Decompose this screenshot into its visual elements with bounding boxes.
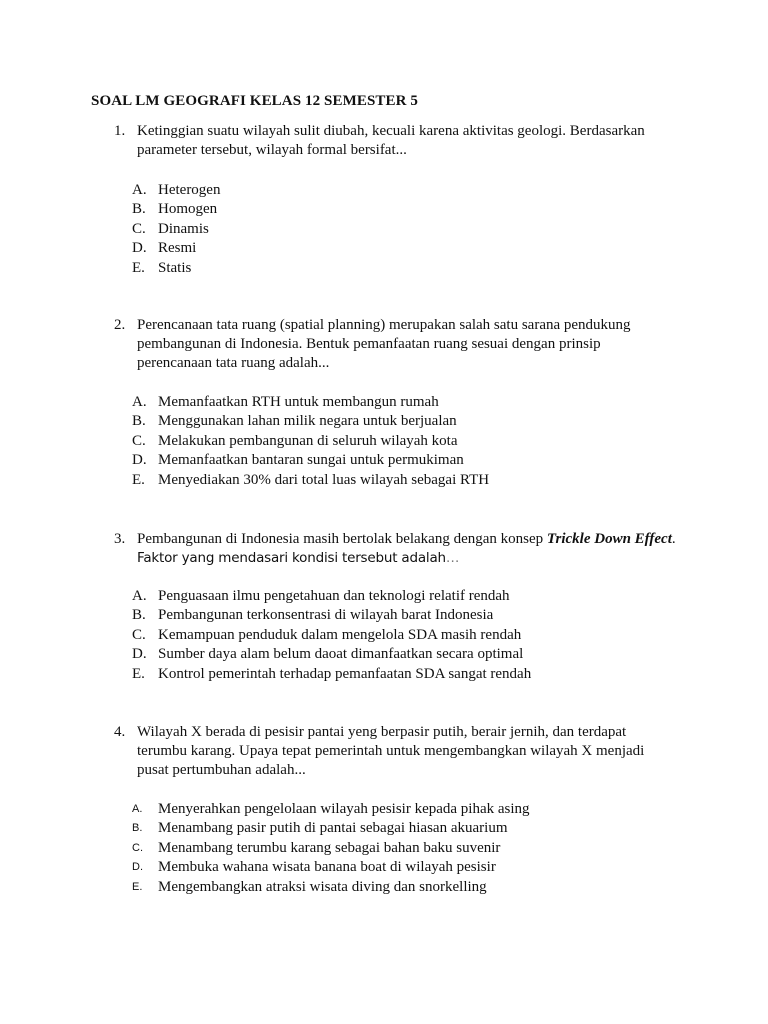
option-letter: C. — [132, 220, 146, 237]
option-text: Dinamis — [158, 220, 209, 237]
question-line: pembangunan di Indonesia. Bentuk pemanfaatan ruang sesuai dengan prinsip — [137, 336, 601, 352]
question-text-segment: . — [671, 531, 676, 547]
option-letter: B. — [132, 413, 146, 430]
option-text: Melakukan pembangunan di seluruh wilayah kota — [158, 432, 458, 449]
option-letter: A. — [132, 803, 143, 815]
question-text — [137, 122, 707, 160]
option-text: Menggunakan lahan milik negara untuk berjualan — [158, 413, 457, 430]
question-line: pusat pertumbuhan adalah... — [137, 762, 306, 778]
option-text: Membuka wahana wisata banana boat di wilayah pesisir — [158, 859, 496, 876]
option-text: Menyediakan 30% dari total luas wilayah sebagai RTH — [158, 471, 490, 488]
option-letter: D. — [132, 240, 147, 257]
question-text — [137, 530, 707, 568]
option-text: Memanfaatkan bantaran sungai untuk permukiman — [158, 452, 464, 469]
question-line — [137, 530, 707, 549]
option-text: Kemampuan penduduk dalam mengelola SDA masih rendah — [158, 626, 522, 643]
option-text: Menambang pasir putih di pantai sebagai hiasan akuarium — [158, 820, 508, 837]
ellipsis: … — [445, 550, 460, 566]
option-letter: D. — [132, 646, 147, 663]
option-text: Menyerahkan pengelolaan wilayah pesisir kepada pihak asing — [158, 801, 530, 817]
question-number: 2. — [114, 317, 126, 333]
question-line: Perencanaan tata ruang (spatial planning) merupakan salah satu sarana pendukung — [137, 317, 631, 333]
option-text: Heterogen — [158, 182, 221, 198]
option-letter: C. — [132, 626, 146, 643]
question-text-segment: Faktor yang mendasari kondisi tersebut adalah — [137, 550, 446, 566]
option-letter: E. — [132, 259, 145, 276]
option-letter: D. — [132, 861, 143, 874]
option-letter: B. — [132, 201, 146, 218]
question-line — [137, 549, 707, 568]
document-title: SOAL LM GEOGRAFI KELAS 12 SEMESTER 5 — [91, 93, 419, 109]
question-number: 1. — [114, 123, 126, 139]
option-letter: E. — [132, 880, 143, 893]
option-text: Mengembangkan atraksi wisata diving dan snorkelling — [158, 878, 487, 895]
option-text: Statis — [158, 259, 192, 276]
question-text — [137, 723, 707, 780]
question-line: Wilayah X berada di pesisir pantai yeng berpasir putih, berair jernih, dan terdapat — [137, 724, 627, 740]
emphasized-term: Trickle Down Effect — [546, 531, 672, 547]
option-text: Memanfaatkan RTH untuk membangun rumah — [158, 394, 439, 410]
question-number: 4. — [114, 724, 126, 740]
option-letter: B. — [132, 607, 146, 624]
question-text-segment: Pembangunan di Indonesia masih bertolak belakang dengan konsep — [137, 531, 547, 547]
option-text: Homogen — [158, 201, 218, 218]
question-line: perencanaan tata ruang adalah... — [137, 355, 330, 371]
option-text: Kontrol pemerintah terhadap pemanfaatan SDA sangat rendah — [158, 665, 532, 682]
question-line: terumbu karang. Upaya tepat pemerintah untuk mengembangkan wilayah X menjadi — [137, 743, 645, 759]
option-letter: E. — [132, 665, 145, 682]
option-letter: E. — [132, 471, 145, 488]
option-text: Pembangunan terkonsentrasi di wilayah barat Indonesia — [158, 607, 494, 624]
option-letter: D. — [132, 452, 147, 469]
option-text: Sumber daya alam belum daoat dimanfaatkan secara optimal — [158, 646, 524, 663]
option-text: Resmi — [158, 240, 197, 257]
option-text: Menambang terumbu karang sebagai bahan baku suvenir — [158, 839, 501, 856]
option-letter: A. — [132, 588, 147, 604]
question-number: 3. — [114, 531, 126, 547]
question-line: parameter tersebut, wilayah formal bersifat... — [137, 142, 407, 158]
option-letter: B. — [132, 822, 143, 835]
option-letter: A. — [132, 394, 147, 410]
question-line: Ketinggian suatu wilayah sulit diubah, kecuali karena aktivitas geologi. Berdasarkan — [137, 123, 645, 139]
option-text: Penguasaan ilmu pengetahuan dan teknologi relatif rendah — [158, 588, 510, 604]
option-letter: C. — [132, 432, 146, 449]
option-letter: C. — [132, 841, 143, 854]
question-text — [137, 316, 707, 373]
option-letter: A. — [132, 182, 147, 198]
